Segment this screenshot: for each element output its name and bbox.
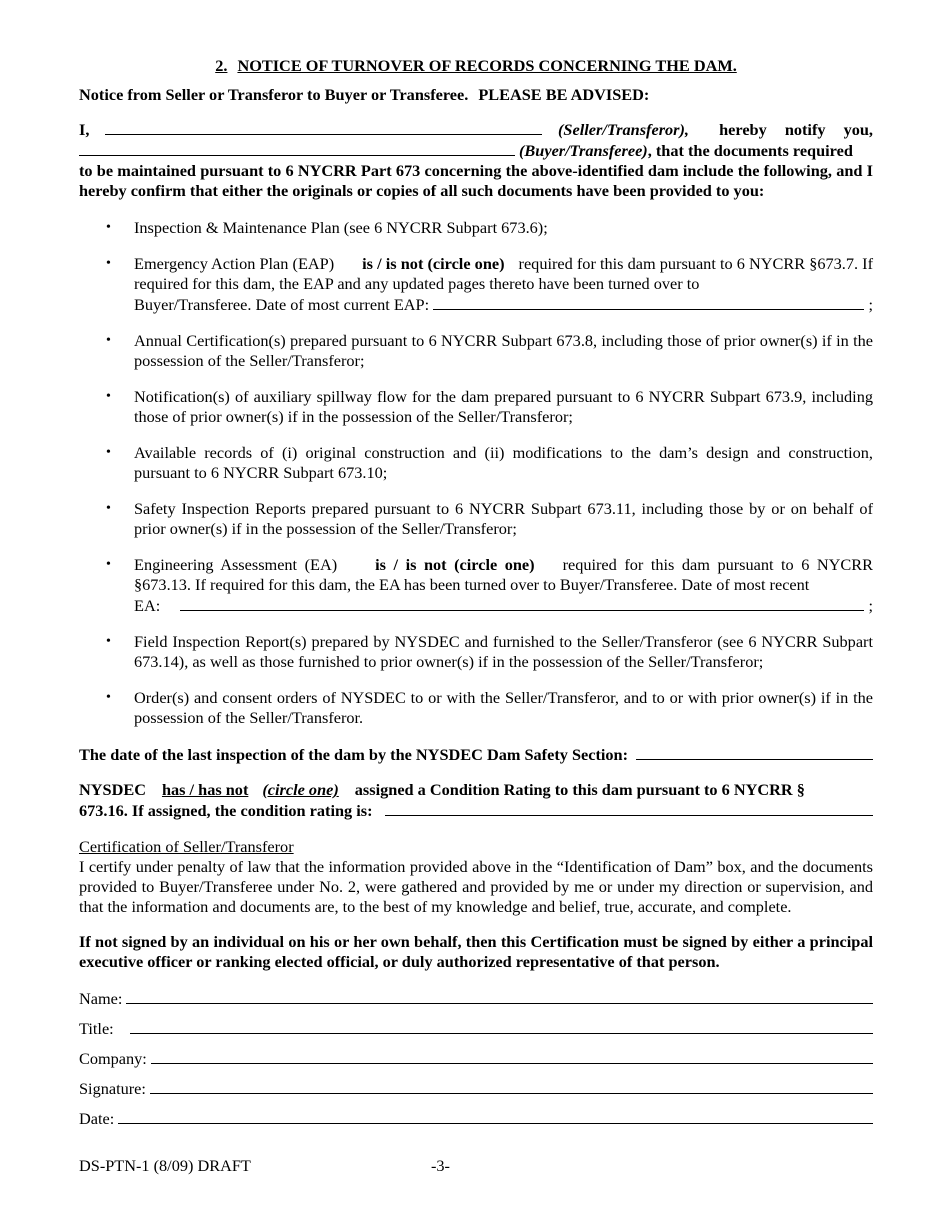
bullet-icon: •	[106, 690, 111, 705]
notice-lead: Notice from Seller or Transferor to Buyer or Transferee.	[79, 85, 469, 104]
item-text: ;	[868, 596, 873, 615]
name-field[interactable]	[126, 988, 873, 1004]
item-text: required for this dam pursuant to 6 NYCRR §673.7. If required for this dam, the EAP and any updated pages thereto have been turned over to	[134, 254, 874, 293]
form-page	[79, 56, 873, 1138]
list-item	[79, 331, 873, 371]
bullet-icon: •	[106, 634, 111, 649]
notice-line	[79, 85, 873, 105]
bullet-icon: •	[106, 256, 111, 271]
nysdec-rest: assigned a Condition Rating to this dam pursuant to 6 NYCRR §	[354, 780, 805, 799]
bullet-icon: •	[106, 501, 111, 516]
eap-date-blank[interactable]	[433, 294, 864, 310]
item-text: Annual Certification(s) prepared pursuant to 6 NYCRR Subpart 673.8, including those of prior owner(s) if in the possession of the Seller/Transferor;	[134, 331, 873, 370]
list-item	[79, 387, 873, 427]
ea-circle-one[interactable]: is / is not (circle one)	[375, 555, 535, 574]
list-item	[79, 443, 873, 483]
name-row	[79, 988, 873, 1018]
condition-rating-row	[79, 800, 873, 821]
item-text: Inspection & Maintenance Plan (see 6 NYCRR Subpart 673.6);	[134, 218, 548, 237]
item-text: Safety Inspection Reports prepared pursuant to 6 NYCRR Subpart 673.11, including those by or on behalf of prior owner(s) if in the possession of the Seller/Transferor;	[134, 499, 873, 538]
intro-line-2	[79, 140, 873, 161]
seller-name-blank[interactable]	[105, 119, 542, 135]
company-label: Company:	[79, 1049, 147, 1068]
certification-note: If not signed by an individual on his or her own behalf, then this Certification must be signed by either a principal executive officer or ranking elected official, or duly authorized representative of that person.	[79, 932, 873, 971]
document-list	[79, 218, 873, 728]
title-row	[79, 1018, 873, 1048]
section-title: NOTICE OF TURNOVER OF RECORDS CONCERNING THE DAM.	[237, 56, 737, 75]
bullet-icon: •	[106, 557, 111, 572]
has-circle-one[interactable]	[162, 780, 339, 799]
list-item	[79, 254, 873, 315]
list-item	[79, 218, 873, 238]
ea-date-blank[interactable]	[180, 595, 864, 611]
list-item	[79, 555, 873, 616]
condition-rating-blank[interactable]	[385, 800, 873, 816]
title-field[interactable]	[130, 1018, 873, 1034]
date-label: Date:	[79, 1109, 115, 1128]
section-heading	[79, 56, 873, 76]
nysdec-lead: NYSDEC	[79, 780, 146, 799]
page-number: -3-	[431, 1156, 450, 1175]
list-item	[79, 688, 873, 728]
item-text: ;	[868, 295, 873, 314]
date-field[interactable]	[118, 1108, 873, 1124]
item-text: Engineering Assessment (EA)	[134, 555, 338, 574]
last-inspection-label: The date of the last inspection of the dam by the NYSDEC Dam Safety Section:	[79, 745, 629, 764]
bullet-icon: •	[106, 220, 111, 235]
signature-label: Signature:	[79, 1079, 146, 1098]
ea-date-label: EA:	[134, 596, 161, 615]
date-row	[79, 1108, 873, 1138]
item-text: Notification(s) of auxiliary spillway flow for the dam prepared pursuant to 6 NYCRR Subpart 673.9, including those of prior owner(s) if in the possession of the Seller/Transferor;	[134, 387, 873, 426]
list-item	[79, 499, 873, 539]
item-text: Emergency Action Plan (EAP)	[134, 254, 335, 273]
item-text: Field Inspection Report(s) prepared by NYSDEC and furnished to the Seller/Transferor (see 6 NYCRR Subpart 673.14), as well as those furnished to prior owner(s) if in the possession of the Seller/Transferor;	[134, 632, 873, 671]
company-row	[79, 1048, 873, 1078]
eap-circle-one[interactable]: is / is not (circle one)	[362, 254, 505, 273]
circle-one-label: (circle one)	[262, 780, 339, 799]
eap-date-label: Buyer/Transferee. Date of most current EAP:	[134, 295, 430, 314]
seller-label: (Seller/Transferor),	[558, 120, 689, 139]
form-number: DS-PTN-1 (8/09) DRAFT	[79, 1156, 251, 1175]
title-label: Title:	[79, 1019, 114, 1038]
intro-line-1	[79, 119, 873, 140]
item-text: Available records of (i) original construction and (ii) modifications to the dam’s design and construction, pursuant to 6 NYCRR Subpart 673.10;	[134, 443, 873, 482]
ea-date-row	[134, 595, 873, 616]
condition-rating-label: 673.16. If assigned, the condition rating is:	[79, 801, 373, 820]
bullet-icon: •	[106, 445, 111, 460]
eap-date-row	[134, 294, 873, 315]
section-number: 2.	[215, 56, 228, 75]
last-inspection-row	[79, 744, 873, 765]
item-text: required for this dam pursuant to 6 NYCRR §673.13. If required for this dam, the EA has been turned over to Buyer/Transferee. Date of most recent	[134, 555, 873, 594]
buyer-name-blank[interactable]	[79, 140, 515, 156]
last-inspection-blank[interactable]	[636, 744, 873, 760]
bullet-icon: •	[106, 333, 111, 348]
intro-paragraph	[79, 119, 873, 201]
list-item	[79, 632, 873, 672]
bullet-icon: •	[106, 389, 111, 404]
buyer-label: (Buyer/Transferee)	[519, 141, 648, 160]
has-hasnot: has / has not	[161, 780, 249, 799]
certification-heading: Certification of Seller/Transferor	[79, 837, 294, 856]
intro-rest: to be maintained pursuant to 6 NYCRR Part 673 concerning the above-identified dam include the following, and I hereby confirm that either the originals or copies of all such documents have been provided to you:	[79, 161, 873, 200]
notice-advised: PLEASE BE ADVISED:	[478, 85, 650, 104]
name-label: Name:	[79, 989, 123, 1008]
certification-text: I certify under penalty of law that the information provided above in the “Identification of Dam” box, and the documents provided to Buyer/Transferee under No. 2, were gathered and provided by me or under my direction or supervision, and that the information and documents are, to the best of my knowledge and belief, true, accurate, and complete.	[79, 857, 873, 916]
intro-i: I,	[79, 120, 90, 139]
intro-line2-rest: , that the documents required	[647, 141, 853, 160]
signature-row	[79, 1078, 873, 1108]
notify-text: hereby notify you,	[719, 120, 873, 139]
company-field[interactable]	[151, 1048, 873, 1064]
item-text: Order(s) and consent orders of NYSDEC to or with the Seller/Transferor, and to or with prior owner(s) if in the possession of the Seller/Transferor.	[134, 688, 873, 727]
condition-rating-paragraph	[79, 780, 873, 821]
signature-field[interactable]	[150, 1078, 873, 1094]
